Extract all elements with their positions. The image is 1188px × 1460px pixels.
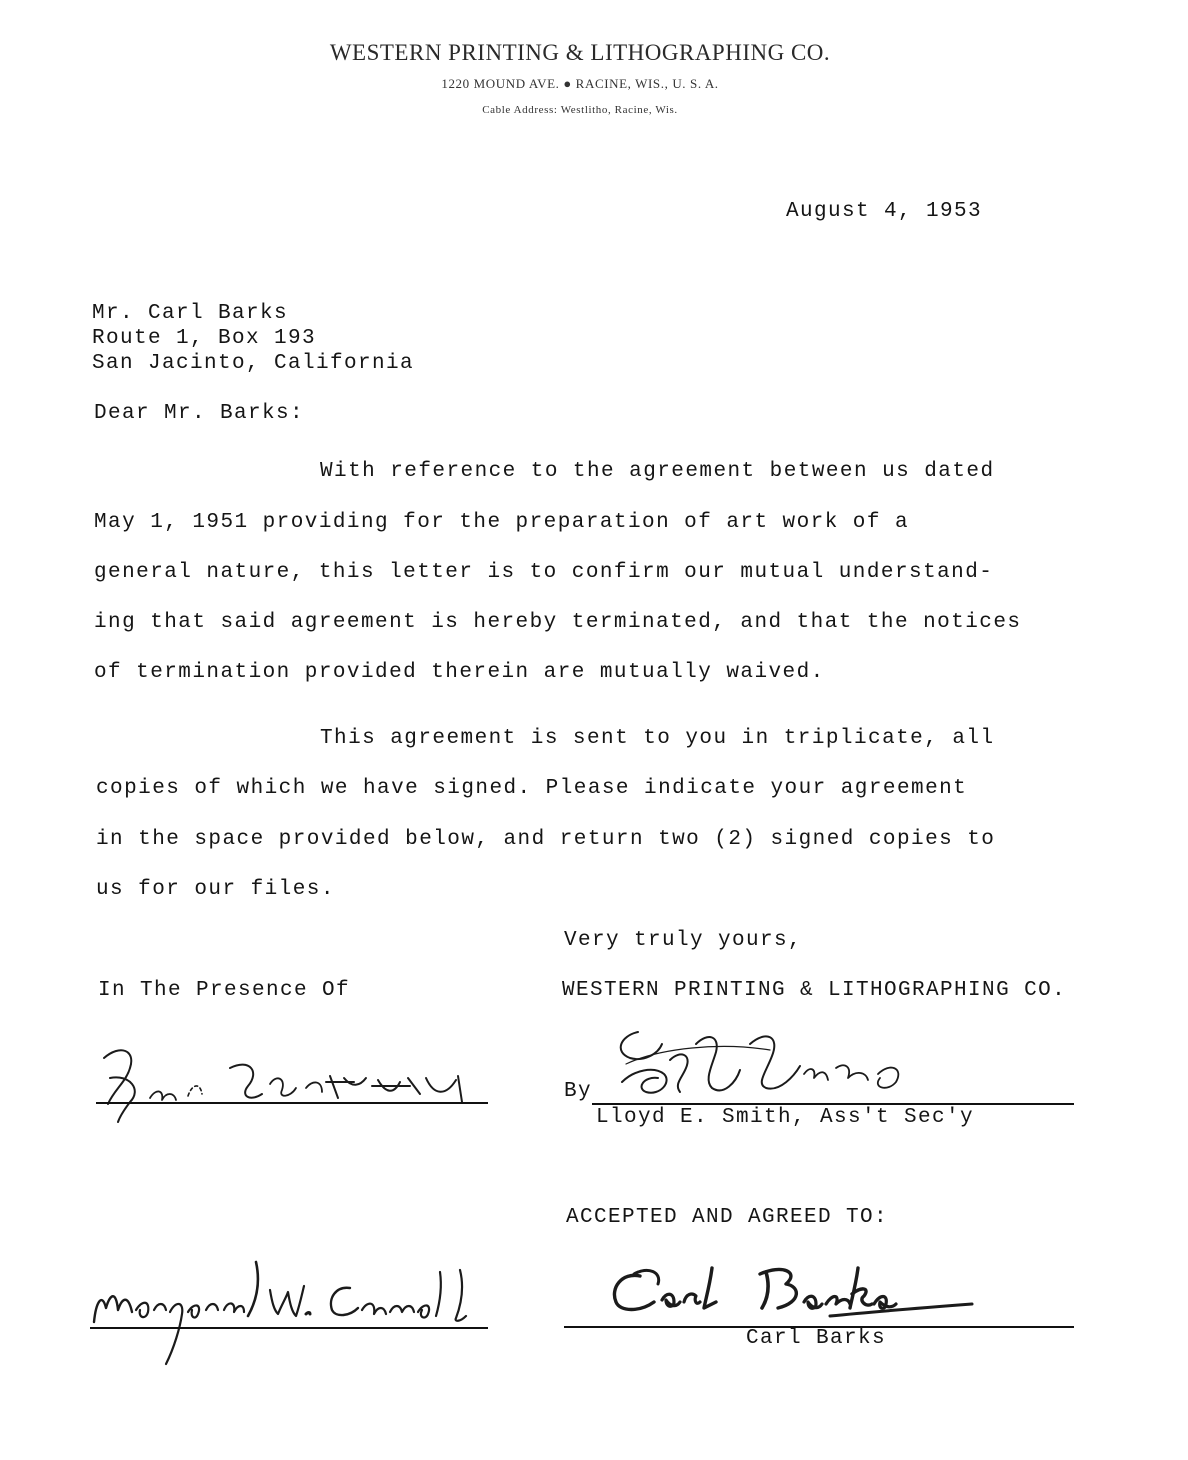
letterhead-company: WESTERN PRINTING & LITHOGRAPHING CO. [329, 40, 831, 65]
witness-signature-line-top [96, 1102, 488, 1104]
recipient-address-line-1: Route 1, Box 193 [92, 327, 317, 350]
letter-date: August 4, 1953 [786, 200, 983, 223]
witness-label: In The Presence Of [98, 979, 351, 1002]
signer-name: Lloyd E. Smith, Ass't Sec'y [596, 1106, 975, 1129]
accepted-label: ACCEPTED AND AGREED TO: [566, 1206, 889, 1229]
paragraph-1-line: May 1, 1951 providing for the preparation of art work of a [94, 511, 910, 534]
witness-signature-line-bottom [90, 1327, 488, 1329]
paragraph-1-line: general nature, this letter is to confirm our mutual understand- [94, 561, 994, 584]
by-label: By [564, 1080, 593, 1103]
recipient-name: Mr. Carl Barks [92, 302, 289, 325]
paragraph-2-line: us for our files. [96, 878, 335, 901]
paragraph-2-line: in the space provided below, and return two (2) signed copies to [96, 828, 996, 851]
recipient-address-line-2: San Jacinto, California [92, 352, 415, 375]
letterhead-address: 1220 MOUND AVE. ● RACINE, WIS., U. S. A. [441, 76, 719, 91]
paragraph-1-line: ing that said agreement is hereby terminated, and that the notices [94, 611, 1022, 634]
paragraph-2-line: This agreement is sent to you in triplicate, all [320, 727, 995, 750]
lloyd-smith-signature [600, 1022, 920, 1110]
witness-signature-bottom [88, 1252, 488, 1372]
closing: Very truly yours, [564, 929, 803, 952]
signer-company: WESTERN PRINTING & LITHOGRAPHING CO. [562, 979, 1067, 1002]
paragraph-2-line: copies of which we have signed. Please indicate your agreement [96, 777, 968, 800]
salutation: Dear Mr. Barks: [94, 402, 305, 425]
accepter-name: Carl Barks [746, 1327, 887, 1350]
carl-barks-signature [600, 1262, 980, 1332]
paragraph-1-line: of termination provided therein are mutually waived. [94, 661, 825, 684]
signer-signature-line [592, 1103, 1074, 1105]
paragraph-1-line: With reference to the agreement between us dated [320, 460, 995, 483]
witness-signature-top [90, 1038, 490, 1128]
letterhead-cable-address: Cable Address: Westlitho, Racine, Wis. [482, 104, 678, 116]
